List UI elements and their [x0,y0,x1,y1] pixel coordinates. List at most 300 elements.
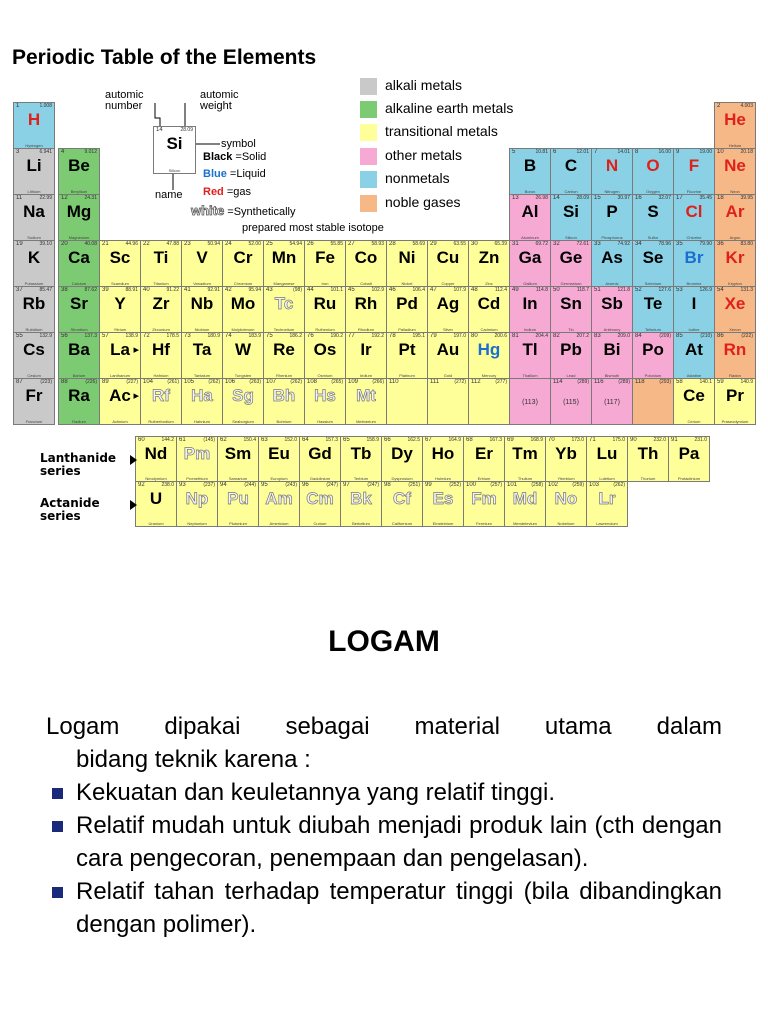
element-weight: 40.08 [84,241,97,247]
element-weight: 102.9 [371,287,384,293]
element-number: 105 [184,379,195,385]
element-number: 106 [225,379,236,385]
element-symbol: Mt [356,386,376,405]
element-symbol: Au [436,340,460,359]
element-weight: 50.94 [207,241,220,247]
element-name: Arsenic [605,281,619,286]
element-name: Bohrium [276,419,292,424]
element-weight: (227) [126,379,138,385]
element-symbol: Ne [724,156,746,175]
element-symbol: (113) [522,399,538,406]
element-weight: 173.0 [571,437,584,443]
element-symbol: Mo [230,294,256,313]
element-weight: (209) [659,333,671,339]
element-number: 7 [594,149,598,155]
element-number: 99 [425,482,432,488]
element-weight: (251) [408,482,420,488]
element-name: Lawrencium [596,521,618,526]
element-weight: 180.9 [207,333,220,339]
element-number: 11 [16,195,23,201]
element-name: Polonium [644,373,662,378]
element-weight: (289) [618,379,630,385]
element-number: 6 [553,149,557,155]
element-symbol: Ru [313,294,337,313]
element-symbol: Po [642,340,664,359]
element-weight: 140.1 [699,379,712,385]
element-name: Sulfur [647,235,659,240]
state-meaning: =Solid [232,151,267,163]
element-number: 111 [430,379,440,385]
element-name: Plutonium [229,521,247,526]
element-symbol: Tl [522,340,538,359]
element-number: 72 [143,333,150,339]
element-weight: 164.9 [448,437,461,443]
intro-line-2: bidang teknik karena : [76,746,311,773]
element-weight: (145) [203,437,215,443]
element-weight: 209.0 [617,333,630,339]
element-name: Osmium [317,373,333,378]
element-name: Indium [523,327,536,332]
element-number: 66 [384,437,391,443]
element-symbol: Pd [396,294,418,313]
element-name: Curium [313,521,327,526]
element-name: Seaborgium [232,419,254,424]
element-symbol: Ta [192,340,212,359]
symbol-label: symbol [221,138,256,150]
element-number: 96 [302,482,309,488]
element-number: 44 [307,287,314,293]
element-name: Ruthenium [315,327,335,332]
element-weight: 30.97 [617,195,630,201]
name-label: name [155,189,183,201]
element-symbol: Ge [559,248,583,267]
element-weight: 144.2 [161,437,174,443]
series-pointer-icon: ▸ [133,344,139,356]
element-number: 50 [553,287,560,293]
element-symbol: Md [512,489,538,508]
element-symbol: Pt [398,340,416,359]
element-number: 24 [225,241,232,247]
element-number: 64 [302,437,309,443]
element-symbol: Os [313,340,337,359]
element-symbol: Ac [109,386,131,405]
element-symbol: Ir [360,340,372,359]
element-name: Molybdenum [231,327,255,332]
element-symbol: Tm [512,444,538,463]
element-symbol: Br [684,248,704,267]
element-number: 118 [635,379,645,385]
element-name: Gallium [523,281,537,286]
element-weight: 114.8 [535,287,548,293]
element-weight: (262) [208,379,220,385]
element-weight: 158.9 [366,437,379,443]
element-weight: (262) [290,379,302,385]
element-weight: 32.07 [658,195,671,201]
element-number: 84 [635,333,642,339]
element-weight: (263) [249,379,261,385]
element-number: 63 [261,437,268,443]
element-weight: 39.10 [39,241,52,247]
element-name: Sodium [27,235,41,240]
element-weight: 6.941 [39,149,52,155]
element-number: 83 [594,333,601,339]
element-symbol: I [691,294,697,313]
element-weight: 106.4 [412,287,425,293]
element-weight: (262) [613,482,625,488]
element-name: Protactinium [677,476,701,481]
element-weight: (272) [454,379,466,385]
legend-label: other metals [385,147,463,163]
element-name: Neon [730,189,740,194]
bullet-square-icon [52,788,63,799]
element-name: Bismuth [604,373,620,378]
element-number: 26 [307,241,314,247]
element-number: 86 [717,333,724,339]
element-symbol: Cf [393,489,411,508]
element-number: 65 [343,437,350,443]
element-name: Ytterbium [557,476,575,481]
element-name: Neptunium [187,521,207,526]
element-number: 100 [466,482,477,488]
element-name: Barium [72,373,86,378]
element-symbol: Sg [232,386,254,405]
element-number: 13 [512,195,519,201]
element-number: 47 [430,287,437,293]
element-weight: 88.91 [125,287,138,293]
legend-label: alkaline earth metals [385,100,514,116]
element-name: Bromine [686,281,702,286]
element-symbol: Er [475,444,493,463]
element-name: Californium [391,521,413,526]
element-name: Krypton [728,281,742,286]
element-weight: 12.01 [576,149,589,155]
element-weight: 150.4 [243,437,256,443]
element-name: Neodymium [145,476,167,481]
element-weight: 101.1 [330,287,343,293]
element-number: 32 [553,241,560,247]
element-weight: 87.62 [84,287,97,293]
element-weight: (258) [531,482,543,488]
element-name: Magnesium [68,235,90,240]
element-symbol: As [601,248,623,267]
element-name: Iron [321,281,329,286]
element-symbol: Al [521,202,539,221]
element-name: Vanadium [193,281,211,286]
element-symbol: Cs [23,340,45,359]
element-symbol: Rn [723,340,747,359]
element-weight: 186.2 [289,333,302,339]
element-weight: (244) [244,482,256,488]
legend-label: noble gases [385,194,461,210]
element-number: 73 [184,333,191,339]
element-symbol: Am [265,489,293,508]
element-number: 43 [266,287,273,293]
element-number: 77 [348,333,355,339]
lanthanide-arrow-icon [130,455,137,465]
element-weight: 85.47 [39,287,52,293]
element-name: Radium [72,419,86,424]
element-weight: (247) [367,482,379,488]
element-weight: 4.003 [740,103,753,109]
element-number: 41 [184,287,191,293]
element-symbol: No [554,489,578,508]
element-name: Fluorine [686,189,702,194]
element-symbol: Sb [601,294,623,313]
element-number: 29 [430,241,437,247]
element-name: Tellurium [644,327,661,332]
state-word: Red [203,186,224,198]
element-number: 18 [717,195,724,201]
element-number: 56 [61,333,68,339]
element-symbol: Sc [109,248,131,267]
element-symbol: At [685,340,703,359]
element-name: Lutetium [599,476,615,481]
element-number: 53 [676,287,683,293]
element-weight: 192.2 [371,333,384,339]
element-weight: 74.92 [617,241,630,247]
series-pointer-icon: ▸ [133,390,139,402]
element-number: 59 [717,379,724,385]
element-weight: 83.80 [740,241,753,247]
element-weight: 175.0 [612,437,625,443]
element-name: Hahnium [193,419,210,424]
element-number: 112 [471,379,481,385]
element-name: Argon [729,235,741,240]
element-number: 82 [553,333,560,339]
actinide-arrow-icon [130,500,137,510]
intro-paragraph [46,710,722,776]
element-weight: 35.45 [699,195,712,201]
element-name: Cadmium [480,327,498,332]
element-name: Rubidium [25,327,43,332]
element-symbol: Cr [233,248,253,267]
element-symbol: Nb [190,294,214,313]
element-number: 62 [220,437,227,443]
element-number: 80 [471,333,478,339]
element-name: Germanium [560,281,582,286]
element-name: Gold [443,373,453,378]
element-symbol: Bk [350,489,372,508]
element-symbol: Cu [436,248,460,267]
element-number: 92 [138,482,145,488]
element-symbol: Sn [560,294,582,313]
element-number: 12 [61,195,68,201]
element-weight: 167.3 [489,437,502,443]
element-symbol: S [647,202,659,221]
element-number: 94 [220,482,227,488]
element-weight: (222) [741,333,753,339]
lanthanide-label: Lanthanide series [40,451,117,478]
element-symbol: (117) [604,399,620,406]
element-weight: (243) [285,482,297,488]
element-name: Lanthanum [109,373,130,378]
atomic-weight-label: automic weight [200,89,239,112]
element-symbol: Ca [68,248,90,267]
element-name: Iridium [359,373,372,378]
element-symbol: Np [185,489,209,508]
bullet-item [46,809,722,875]
element-symbol: Sr [70,294,88,313]
element-symbol: Cd [477,294,501,313]
element-symbol: Dy [391,444,413,463]
element-number: 70 [548,437,555,443]
element-name: Promethium [186,476,208,481]
element-weight: 16.00 [658,149,671,155]
element-number: 40 [143,287,150,293]
element-symbol: Lu [596,444,618,463]
element-symbol: F [688,156,700,175]
element-weight: 157.3 [325,437,338,443]
element-number: 88 [61,379,68,385]
key-example-symbol: Si [166,134,183,153]
element-symbol: Rb [22,294,46,313]
element-number: 4 [61,149,65,155]
element-name: Uranium [148,521,164,526]
state-meaning: =Liquid [226,168,266,180]
element-symbol: Ni [398,248,416,267]
element-weight: (259) [572,482,584,488]
element-symbol: Zn [478,248,500,267]
element-name: Nitrogen [604,189,620,194]
body-text [46,710,722,941]
element-weight: 238.0 [161,482,174,488]
element-name: Strontium [70,327,88,332]
element-name: Technetium [273,327,295,332]
element-number: 68 [466,437,473,443]
key-example-number: 14 [156,127,163,133]
element-name: Mendelevium [513,521,537,526]
element-weight: 168.9 [530,437,543,443]
element-name: Calcium [71,281,87,286]
element-weight: 162.5 [407,437,420,443]
element-number: 51 [594,287,601,293]
element-weight: 72.61 [576,241,589,247]
element-number: 71 [589,437,596,443]
element-name: Silicon [565,235,577,240]
element-symbol: Th [637,444,659,463]
element-number: 35 [676,241,683,247]
element-symbol: Es [432,489,454,508]
element-number: 33 [594,241,601,247]
element-name: Einsteinium [432,521,454,526]
element-number: 116 [594,379,604,385]
element-name: Rhenium [275,373,292,378]
element-number: 49 [512,287,519,293]
element-symbol: Ho [431,444,455,463]
element-symbol: Li [26,156,42,175]
element-weight: 231.0 [694,437,707,443]
element-weight: (293) [659,379,671,385]
element-number: 67 [425,437,432,443]
element-symbol: K [27,248,41,267]
element-weight: 200.6 [494,333,507,339]
element-weight: 232.0 [653,437,666,443]
element-symbol: Te [643,294,663,313]
element-name: Astatine [686,373,702,378]
element-weight: 91.22 [166,287,179,293]
element-name: Carbon [564,189,578,194]
element-symbol: La [110,340,130,359]
element-weight: 19.00 [699,149,712,155]
element-weight: 78.96 [658,241,671,247]
element-number: 57 [102,333,109,339]
element-weight: 92.91 [207,287,220,293]
element-symbol: Pa [678,444,700,463]
element-name: Francium [25,419,43,424]
element-symbol: Ar [725,202,745,221]
element-symbol: Pm [183,444,211,463]
element-symbol: Mg [66,202,92,221]
element-name: Chromium [233,281,253,286]
bullet-square-icon [52,821,63,832]
element-weight: 55.85 [330,241,343,247]
element-symbol: C [564,156,578,175]
element-name: Iodine [688,327,700,332]
element-number: 19 [16,241,23,247]
element-number: 95 [261,482,268,488]
bullet-text: Relatif mudah untuk diubah menjadi produk lain (cth dengan cara pengecoran, penempaan dan pengelasan). [76,812,722,872]
element-name: Fermium [476,521,492,526]
element-number: 90 [630,437,637,443]
element-name: Chlorine [686,235,702,240]
element-weight: 204.4 [535,333,548,339]
element-name: Antimony [603,327,621,332]
element-name: Radon [729,373,741,378]
element-weight: 47.88 [166,241,179,247]
element-weight: (98) [293,287,302,293]
element-number: 91 [671,437,678,443]
state-meaning: =gas [223,186,251,198]
element-symbol: Se [642,248,664,267]
element-weight: 195.1 [412,333,425,339]
element-symbol: U [149,489,163,508]
element-number: 5 [512,149,516,155]
element-number: 98 [384,482,391,488]
element-number: 17 [676,195,683,201]
element-name: Cerium [687,419,701,424]
element-name: Meitnerium [356,419,376,424]
element-number: 97 [343,482,350,488]
element-name: Rhodium [357,327,374,332]
state-word: white [191,203,225,218]
element-symbol: Ra [68,386,90,405]
element-symbol: N [605,156,619,175]
element-number: 14 [553,195,560,201]
element-name: Thallium [522,373,538,378]
element-weight: (277) [495,379,507,385]
element-symbol: Si [562,202,580,221]
element-name: Oxygen [646,189,660,194]
element-name: Xenon [729,327,741,332]
actinide-label: Actanide series [40,496,100,523]
element-weight: 24.31 [84,195,97,201]
element-number: 30 [471,241,478,247]
element-weight: 26.98 [535,195,548,201]
element-number: 110 [389,379,399,385]
element-weight: (289) [577,379,589,385]
legend-label: alkali metals [385,77,463,93]
element-number: 104 [143,379,154,385]
element-weight: 69.72 [535,241,548,247]
element-name: Nickel [401,281,413,286]
element-symbol: Co [354,248,378,267]
element-name: Terbium [353,476,369,481]
element-symbol: Hs [314,386,336,405]
element-name: Gadolinium [309,476,331,481]
bullet-square-icon [52,887,63,898]
element-number: 109 [348,379,359,385]
element-name: Europium [270,476,288,481]
